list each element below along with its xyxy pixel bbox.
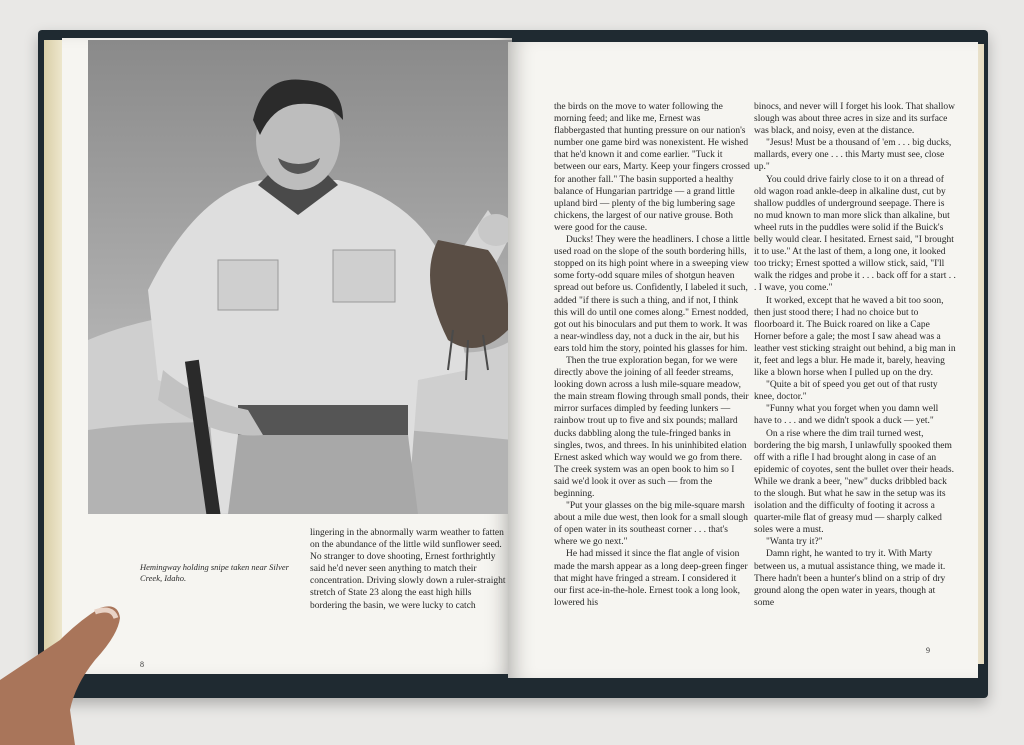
- paragraph: Damn right, he wanted to try it. With Marty between us, a mutual assistance thing, we made it. There hadn't been a hunter's blind on a strip of dry ground along the open water in years, though at some: [754, 549, 946, 608]
- paragraph: Then the true exploration began, for we were directly above the joining of all feeder streams, looking down across a lush mile-square meadow, the main stream flowing through small ponds, their mirror surfaces dimpled by feeding lunkers — rainbow trout up to five and six pounds; mallard ducks dabbling along the tule-fringed banks in singles, twos, and threes. In his uninhibited elation Ernest asked which way would we go from there. The creek system was an open book to him so I said we'd look it over as such — from the beginning.: [554, 355, 749, 499]
- right-page: [508, 42, 978, 678]
- hand-holding-page: [0, 600, 130, 745]
- paragraph: Ducks! They were the headliners. I chose a little used road on the slope of the south bordering hills, stopped on its high point where in a sweeping view some forty-odd square miles of shotgun heaven spread out before us. Confidently, I labeled it such, added "if there is such a thing, and if not, I think this will do until one comes along." Ernest nodded, got out his binoculars and put them to work. It was a near-windless day, not a duck in the air, but his ears told him the story, pointed his glasses for him.: [554, 235, 750, 354]
- paragraph: He had missed it since the flat angle of vision made the marsh appear as a long deep-green finger that might have fringed a stream. I considered it our first ace-in-the-hole. Ernest took a long look, lowered his: [554, 549, 748, 608]
- photo-illustration: [88, 40, 512, 514]
- paragraph: the birds on the move to water following the morning feed; and like me, Ernest was flabbergasted that hunting pressure on our nation's number one game bird was nonexistent. He wished that he'd known it and come earlier. "Tuck it between our ears, Marty. Keep your fingers crossed for another fall." The basin supported a healthy balance of Hungarian partridge — a grand little upland bird — plenty of the big lumbering sage chickens, the largest of our native grouse. Both were good for the cause.: [554, 102, 750, 233]
- left-page: [62, 38, 512, 674]
- paragraph: binocs, and never will I forget his look. That shallow slough was about three acres in size and its surface was black, and noisy, even at the distance.: [754, 102, 955, 137]
- paragraph: On a rise where the dim trail turned west, bordering the big marsh, I unlawfully spooked them off with a rifle I had brought along in case of an epidemic of coyotes, sent the bullet over their heads. While we drank a beer, "new" ducks dribbled back to the slough. But what he saw in the setup was its isolation and the difficulty of footing it across a quarter-mile flat of greasy mud — sharply calked soles were a must.: [754, 428, 954, 536]
- paragraph: "Funny what you forget when you damn well have to . . . and we didn't spook a duck — yet.": [754, 404, 939, 427]
- paragraph: You could drive fairly close to it on a thread of old wagon road ankle-deep in alkaline dust, cut by shallow puddles of underground seepage. There is no mud known to man more slick than alkaline, but wheel ruts in the puddles were solid if the Buick's belly would clear. I hesitated. Ernest said, "I brought it to use." At the last of them, a long one, it looked too tricky; Ernest spotted a willow stick, said, "I'll walk the ridges and probe it . . . back off for a start . . . I wave, you come.": [754, 174, 956, 294]
- paragraph: "Put your glasses on the big mile-square marsh about a mile due west, then look for a small slough of open water in its southeast corner . . . that's where we go next.": [554, 501, 748, 548]
- paragraph: lingering in the abnormally warm weather to fatten on the abundance of the little wild sunflower seed. No stranger to dove shooting, Ernest forthrightly said he'd never seen anything to match their concentration. Driving slowly down a ruler-straight stretch of State 23 along the east high hills bordering the basin, we were lucky to catch: [310, 528, 506, 611]
- paragraph: "Wanta try it?": [766, 537, 823, 548]
- paragraph: It worked, except that he waved a bit too soon, then just stood there; I had no choice but to floorboard it. The Buick roared on like a Cape Horner before a gale; the most I saw ahead was a leather vest sticking straight out behind, a big man in it, feet and legs a blur. He made it, barely, heaving like a blown horse when I pulled up on the dry.: [754, 295, 956, 379]
- photo-caption: Hemingway holding snipe taken near Silver Creek, Idaho.: [140, 562, 289, 583]
- page-number-left: 8: [140, 660, 144, 669]
- right-page-text-column-2: [754, 101, 956, 609]
- paragraph: "Jesus! Must be a thousand of 'em . . . big ducks, mallards, every one . . . this Marty must see, close up.": [754, 138, 952, 173]
- photograph-hunter-holding-snipe: [88, 40, 512, 514]
- left-page-text-column: [310, 527, 510, 612]
- page-number-right: 9: [926, 646, 930, 655]
- paragraph: "Quite a bit of speed you get out of that rusty knee, doctor.": [754, 380, 938, 403]
- right-page-text-column-1: [554, 101, 750, 609]
